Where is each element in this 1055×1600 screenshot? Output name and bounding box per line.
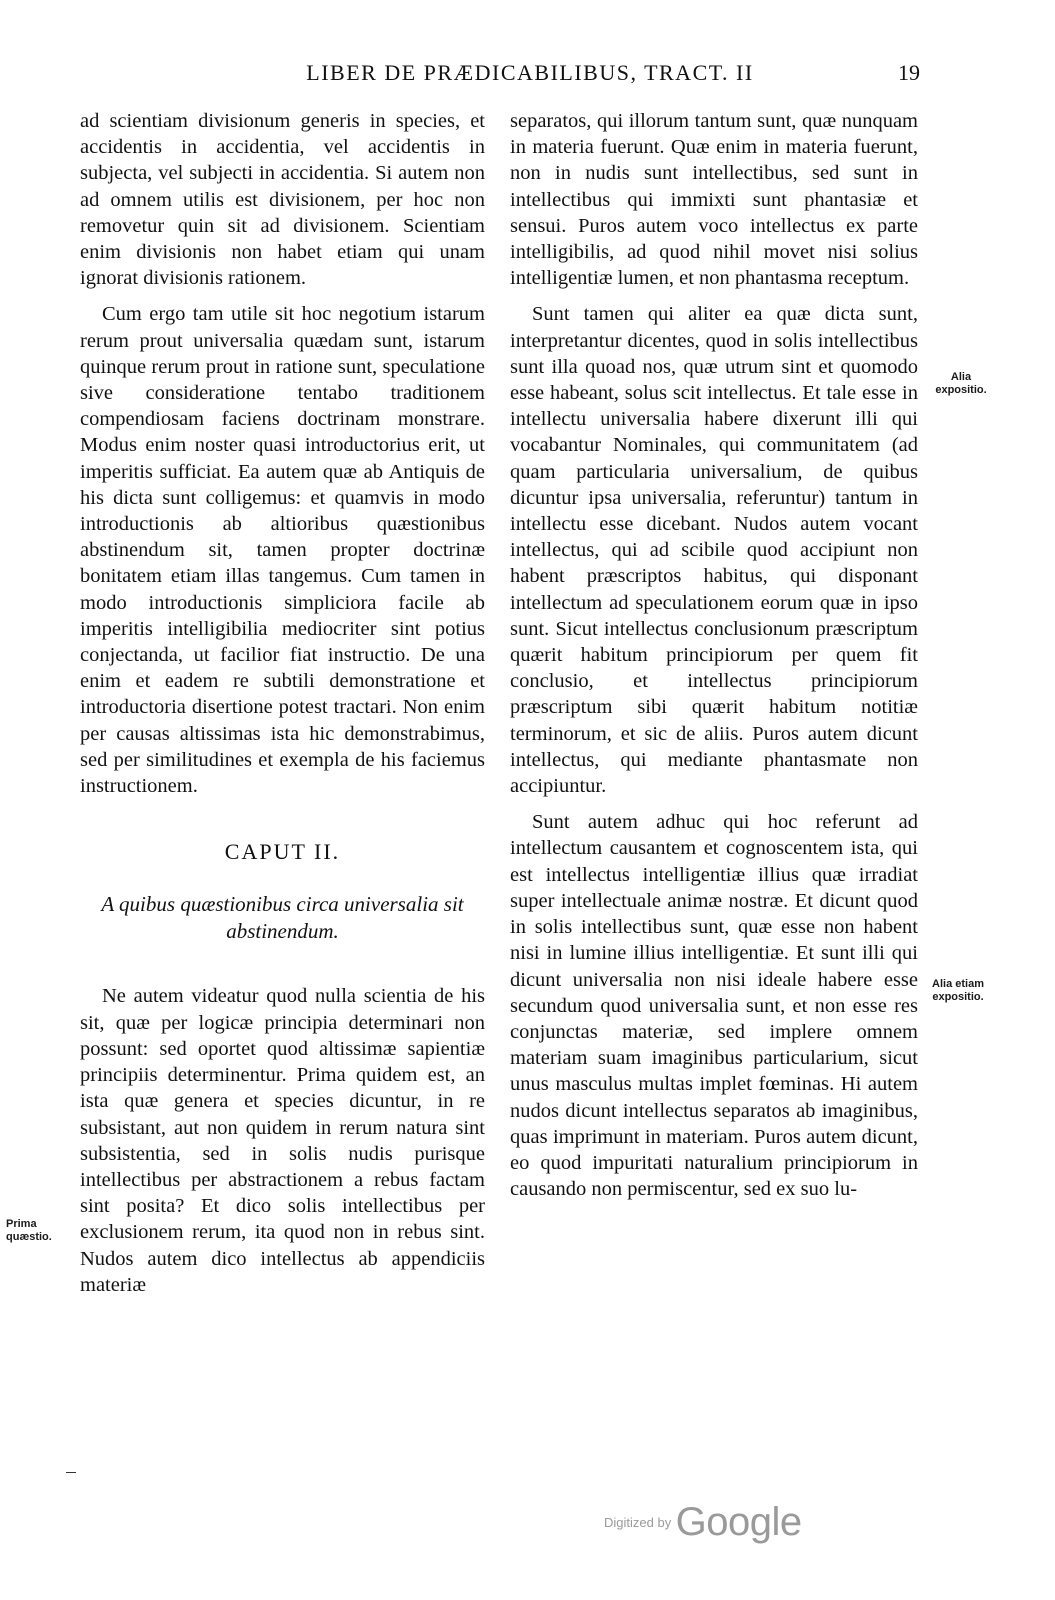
right-paragraph-2: Sunt tamen qui aliter ea quæ dicta sunt, interpretantur dicentes, quod in solis intellectibus sunt illa quoad nos, quæ utrum sint et quomodo esse habeant, solus scit intellectus. Et tale esse in intellectu universalia habere dixerunt illi qui vocabantur Nominales, qui communitatem (ad quam particularia universalium, de quibus dicuntur ipsa universalia, referuntur) tantum in intellectu esse dicebant. Nudos autem vocant intellectus, qui ad scibile quod accipiunt non habent præscriptos habitus, qui disponant intellectum ad speculationem eorum quæ in ipso sunt. Sicut intellectus conclusionum præscriptum quærit habitum principiorum per quem fit conclusio, et intellectus principiorum præscriptum sibi quærit habitum notitiæ terminorum, et sic de aliis. Puros autem dicunt intellectus, qui mediante phantasmate non accipiuntur. [510,303,918,798]
page-edge-mark [66,1472,76,1473]
left-paragraph-2: Cum ergo tam utile sit hoc negotium istarum rerum prout universalia quædam sunt, istarum quinque rerum prout in ratione sunt, speculatione sive consideratione tentabo traditionem compendiosam faciens doctrinam monstrare. Modus enim noster quasi introductorius erit, ut imperitis sufficiat. Ea autem quæ ab Antiquis de his dicta sunt colligemus: et quamvis in modo introductionis ab altioribus quæstionibus abstinendum sit, tamen propter doctrinæ bonitatem etiam illas tangemus. Cum tamen in modo introductionis simpliciora facile ab imperitis intelligibilia mediocriter sint potius conjectanda, ut facilior fiat instructio. De una enim et eadem re subtili demonstratione et introductoria disertione potest tractari. Non enim per causas altissimas ista hic demonstrabimus, sed per similitudines et exempla de his faciemus instructionem. [80,303,485,798]
right-paragraph-1: separatos, qui illorum tantum sunt, quæ nunquam in materia fuerunt. Quæ enim in materia fuerunt, non in nudis sunt intellectibus, sed sunt in intellectibus qui immixti sunt phantasiæ et sensui. Puros autem voco intellectus ex parte intelligibilis, ad quod nihil movet nisi solius intelligentiæ lumen, et non phantasma receptum. [510,110,918,290]
watermark-prefix: Digitized by [604,1515,672,1530]
chapter-heading: CAPUT II. [224,839,341,865]
chapter-subtitle: A quibus quæstionibus circa universalia sit abstinendum. [101,892,464,944]
right-paragraph-3: Sunt autem adhuc qui hoc referunt ad intellectum causantem et cognoscentem ista, qui est intellectus intelligentiæ illius quæ irradiat super intellectuale animæ nostræ. Et dicunt quod in solis intellectibus sunt, quæ esse non habent nisi in lumine illius intelligentiæ. Et sunt illi qui dicunt universalia non nisi ideale habere esse secundum quod universalia sunt, et non esse res conjunctas materiæ, sed implere omnem materiam suam imaginibus particularium, sicut unus masculus multas implet fœminas. Hi autem nudos dicunt intellectus separatos ab imaginibus, quas imprimunt in materiam. Puros autem dicunt, eo quod impuritati naturalium principiorum in causando non permiscentur, sed ex suo lu- [510,811,918,1201]
right-column [510,108,918,1202]
page-number: 19 [898,60,920,85]
left-paragraph-1: ad scientiam divisionum generis in species, et accidentis in accidentia, vel accidentis in subjecta, vel subjecti in accidentia. Si autem non ad omnem utilis est divisionem, per hoc non removetur quin sit ad divisionem. Scientiam enim divisionis non habet etiam qui unam ignorat divisionis rationem. [80,110,485,290]
google-logo-text: Google [675,1500,802,1544]
running-head: LIBER DE PRÆDICABILIBUS, TRACT. II [306,60,754,85]
left-column [80,108,485,1298]
left-paragraph-3: Ne autem videatur quod nulla scientia de his sit, quæ per logicæ principia determinari non possunt: sed oportet quod altissimæ sapientiæ principiis determinentur. Prima quidem est, an ista quæ genera et species dicuntur, in re subsistant, aut non quidem in rerum natura sint subsistentia, sed in solis nudis purisque intellectibus per abstractionem a rebus factam sint posita? Et dico solis intellectibus per exclusionem rerum, ita quod non in rebus sint. Nudos autem dico intellectus ab appendiciis materiæ [80,985,485,1296]
margin-note-alia-etiam-expositio: Alia etiam expositio. [932,978,984,1003]
margin-note-prima-quaestio: Prima quæstio. [6,1218,52,1243]
digitized-watermark [604,1500,802,1545]
margin-note-alia-expositio: Alia expositio. [935,371,987,396]
